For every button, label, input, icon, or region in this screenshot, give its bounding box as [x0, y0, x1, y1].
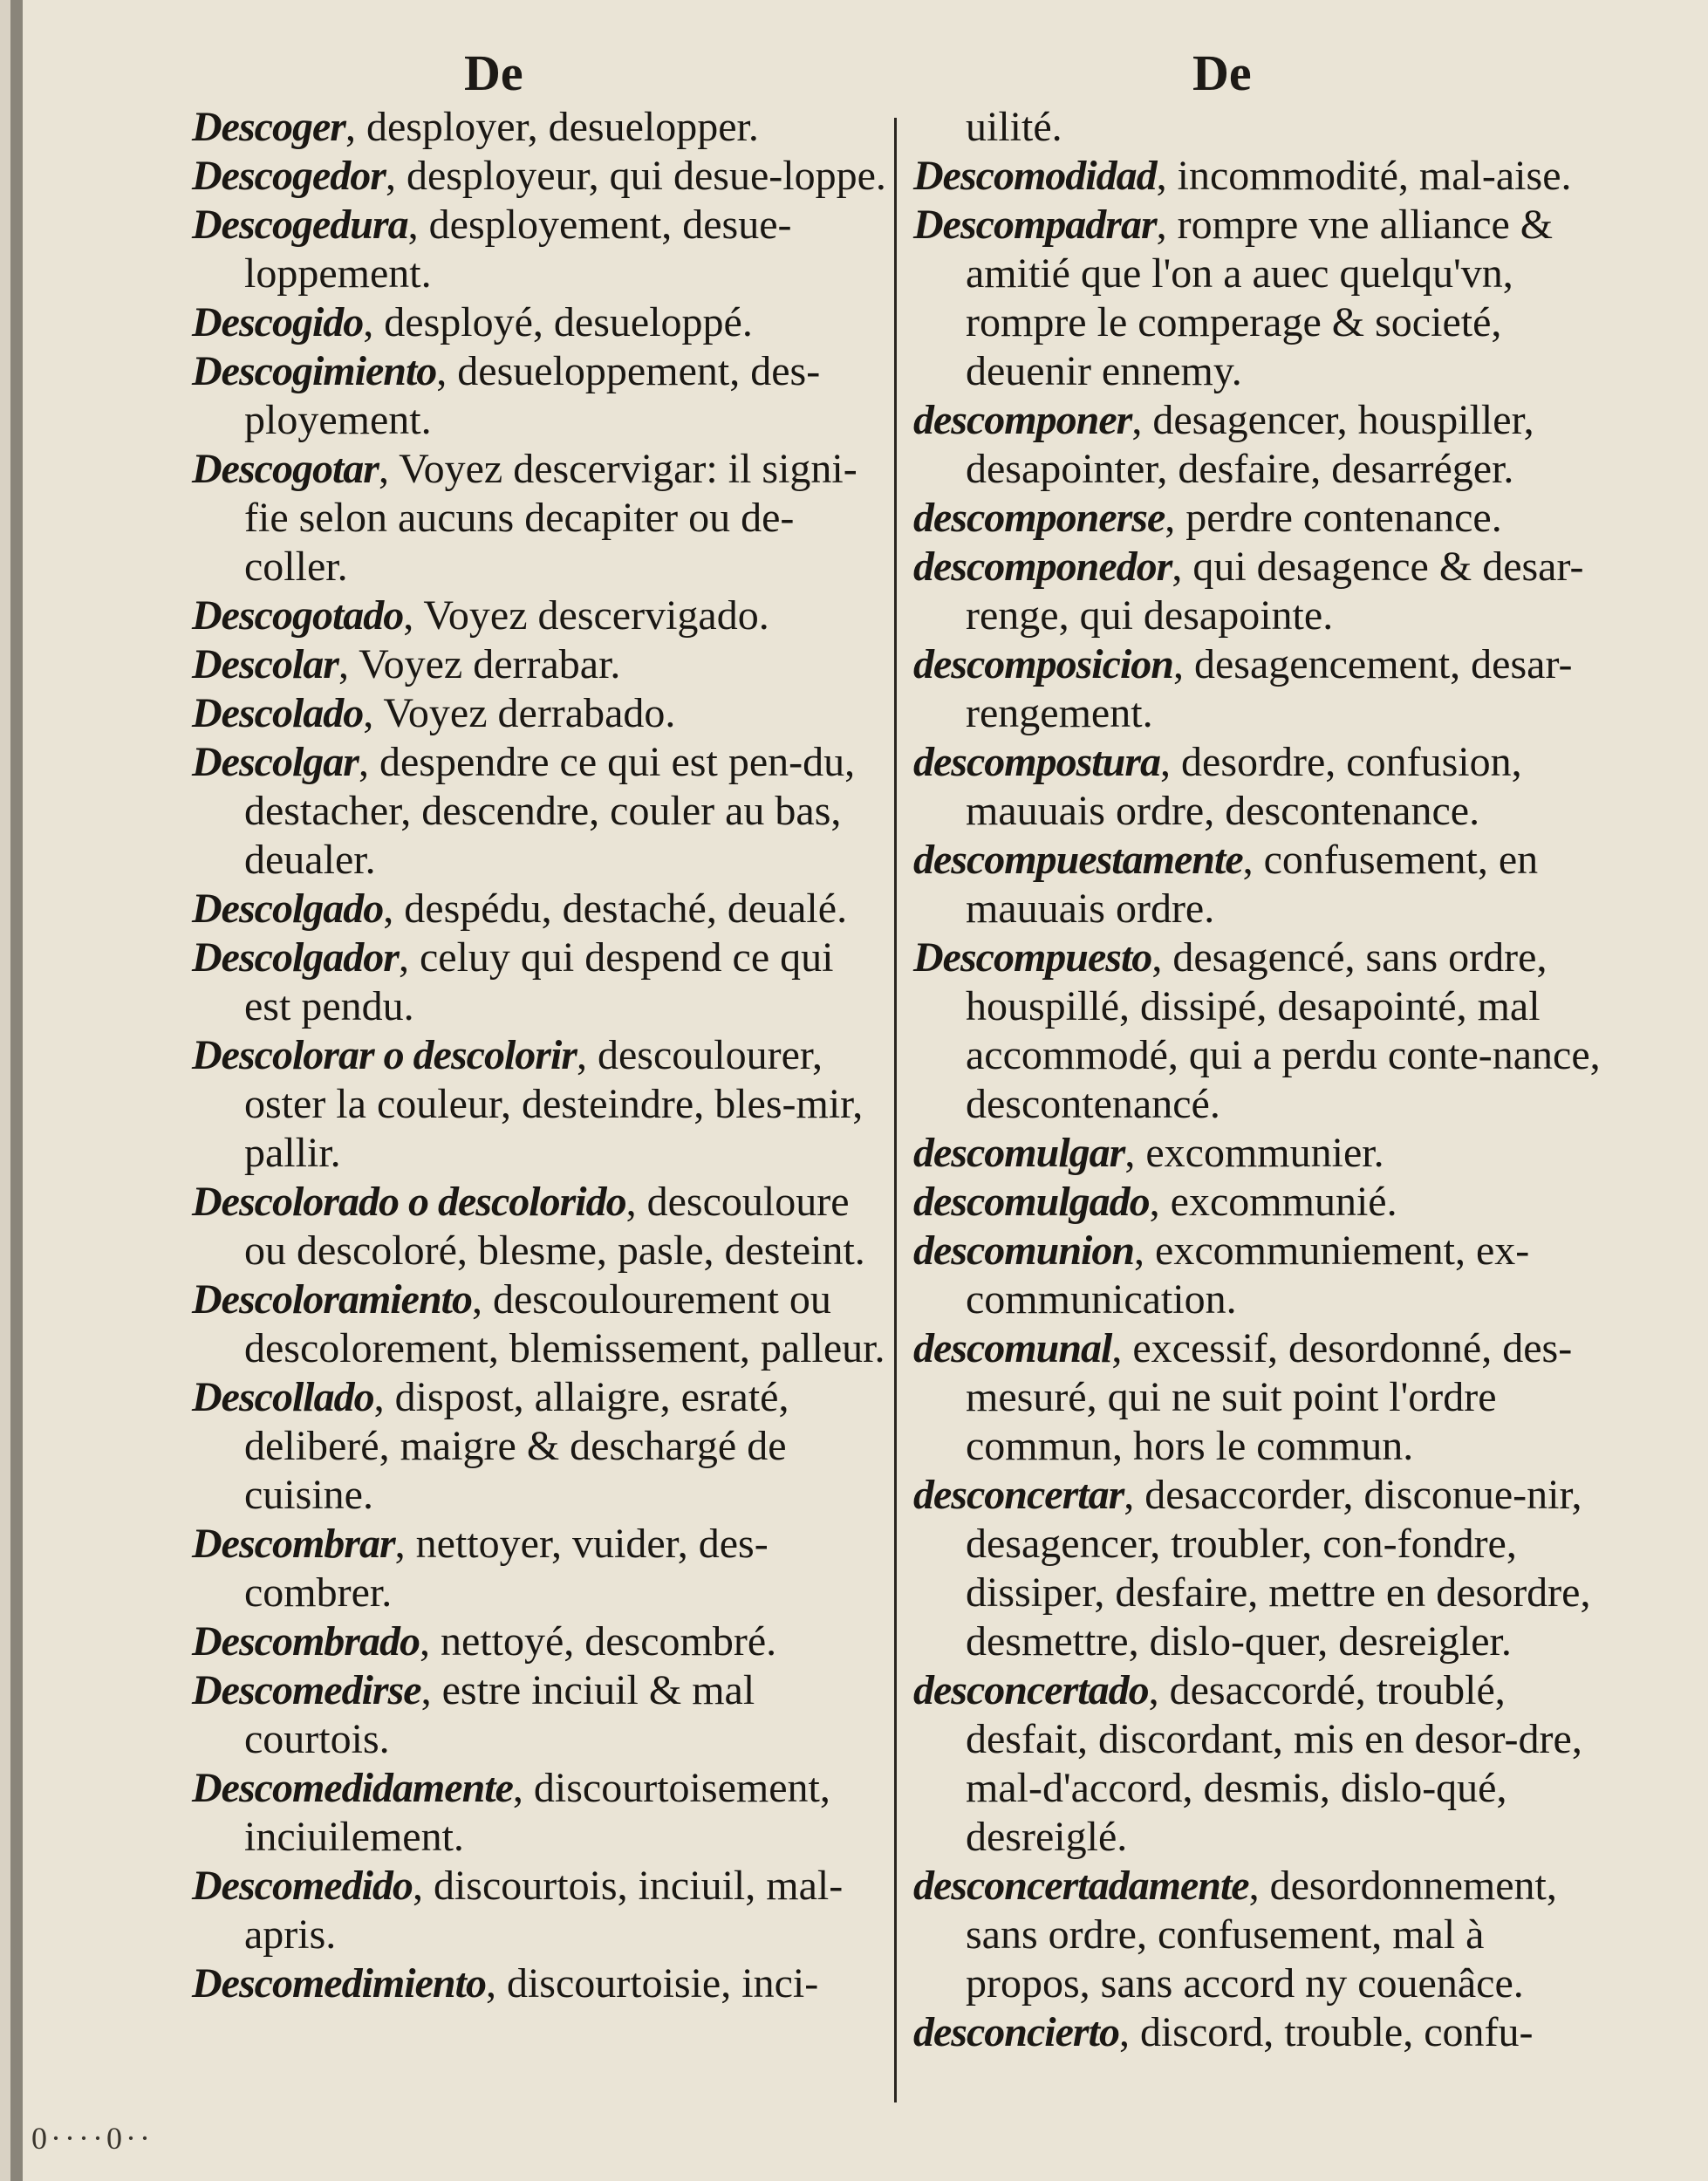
entry-definition: , desployeur, qui desue-loppe. — [385, 153, 886, 199]
entry-headword: descomulgar — [913, 1130, 1125, 1176]
entry-headword: Descollado — [192, 1374, 374, 1420]
entry-definition: , excommunier. — [1124, 1130, 1384, 1176]
dictionary-entry — [192, 347, 890, 445]
entry-headword: Descolgar — [192, 739, 359, 785]
page-footer-ornament: 0····0·· — [31, 2121, 154, 2156]
dictionary-entry — [192, 152, 890, 201]
entry-definition: , descouloure ou descoloré, blesme, pasle, desteint. — [244, 1179, 865, 1274]
entry-headword: Descomedidamente — [192, 1765, 513, 1811]
dictionary-entry — [192, 1031, 890, 1178]
dictionary-entry — [913, 738, 1602, 836]
entry-headword: descompuestamente — [913, 837, 1243, 883]
dictionary-entry — [192, 445, 890, 591]
dictionary-entry — [192, 885, 890, 933]
dictionary-entry — [192, 640, 890, 689]
entry-definition: , descoulourement ou descolorement, blemissement, palleur. — [244, 1276, 885, 1371]
dictionary-entry — [192, 1959, 890, 2008]
entry-definition: , excommuniement, ex-communication. — [966, 1227, 1530, 1323]
dictionary-entry — [913, 2008, 1602, 2057]
entry-definition: , rompre vne alliance & amitié que l'on a auec quelqu'vn, rompre le comperage & societé, deuenir ennemy. — [966, 202, 1554, 394]
entry-headword: descomunion — [913, 1227, 1135, 1274]
entry-definition: , discourtoisement, inciuilement. — [244, 1765, 830, 1860]
dictionary-entry — [192, 201, 890, 298]
page-edge-shadow — [10, 0, 23, 2181]
entry-definition: , Voyez descervigar: il signi-fie selon aucuns decapiter ou de-coller. — [244, 446, 857, 590]
entry-definition: , Voyez derrabar. — [338, 641, 621, 687]
entry-headword: descomponer — [913, 397, 1132, 443]
dictionary-entry — [192, 1178, 890, 1275]
entry-headword: Descolar — [192, 641, 338, 687]
entry-definition: , descoulourer, oster la couleur, desteindre, bles-mir, pallir. — [244, 1032, 864, 1176]
entry-headword: Descomedimiento — [192, 1960, 486, 2007]
dictionary-entry — [192, 1764, 890, 1862]
dictionary-entry — [913, 152, 1602, 201]
dictionary-entry — [192, 738, 890, 885]
entry-headword: Descogido — [192, 299, 364, 345]
entry-headword: Descolorar o descolorir — [192, 1032, 577, 1078]
dictionary-entry — [913, 933, 1602, 1129]
dictionary-entry — [192, 933, 890, 1031]
entry-headword: descomponedor — [913, 544, 1172, 590]
header-right: De — [1192, 44, 1252, 101]
entry-headword: Descoger — [192, 104, 345, 150]
entry-definition: , desueloppement, des-ployement. — [244, 348, 821, 443]
entry-headword: Descomedido — [192, 1863, 413, 1909]
left-column — [192, 103, 890, 2008]
entry-definition: uilité. — [966, 104, 1062, 150]
dictionary-entry — [192, 1520, 890, 1617]
entry-definition: , desordre, confusion, mauuais ordre, descontenance. — [966, 739, 1522, 834]
entry-definition: , discourtois, inciuil, mal-apris. — [244, 1863, 844, 1958]
entry-headword: Descomedirse — [192, 1667, 421, 1713]
entry-definition: , Voyez descervigado. — [403, 592, 769, 639]
entry-headword: Descomodidad — [913, 153, 1157, 199]
entry-definition: , desaccordé, troublé, desfait, discordant, mis en desor-dre, mal-d'accord, desmis, dislo-qué, desreiglé. — [966, 1667, 1582, 1860]
dictionary-entry — [913, 494, 1602, 543]
entry-definition: , perdre contenance. — [1165, 495, 1502, 541]
dictionary-entry — [913, 836, 1602, 933]
entry-definition: , Voyez derrabado. — [363, 690, 676, 736]
dictionary-entry — [192, 1373, 890, 1520]
dictionary-entry — [913, 1862, 1602, 2008]
entry-definition: , confusement, en mauuais ordre. — [966, 837, 1539, 932]
dictionary-page — [10, 0, 1708, 2181]
dictionary-entry — [913, 1227, 1602, 1324]
entry-headword: Descompadrar — [913, 202, 1157, 248]
column-divider — [894, 118, 897, 2102]
right-column — [913, 103, 1602, 2057]
entry-definition: , despendre ce qui est pen-du, destacher, descendre, couler au bas, deualer. — [244, 739, 856, 883]
entry-headword: descomposicion — [913, 641, 1173, 687]
dictionary-entry — [913, 396, 1602, 494]
entry-headword: descomponerse — [913, 495, 1165, 541]
entry-headword: Descombrado — [192, 1618, 420, 1665]
dictionary-entry — [192, 1617, 890, 1666]
entry-headword: Descolorado o descolorido — [192, 1179, 626, 1225]
entry-definition: , discord, trouble, confu- — [1118, 2009, 1534, 2055]
dictionary-entry — [913, 1324, 1602, 1471]
entry-headword: Descogotar — [192, 446, 379, 492]
dictionary-entry — [913, 1178, 1602, 1227]
entry-headword: Descombrar — [192, 1521, 395, 1567]
dictionary-entry — [192, 103, 890, 152]
entry-headword: Descogimiento — [192, 348, 437, 394]
entry-definition: , nettoyer, vuider, des-combrer. — [244, 1521, 769, 1616]
header-left: De — [464, 44, 523, 101]
entry-headword: desconcierto — [913, 2009, 1119, 2055]
entry-definition: , nettoyé, descombré. — [419, 1618, 777, 1665]
dictionary-entry — [913, 103, 1602, 152]
dictionary-entry — [192, 591, 890, 640]
dictionary-entry — [913, 1666, 1602, 1862]
entry-headword: descomulgado — [913, 1179, 1150, 1225]
entry-definition: , qui desagence & desar-renge, qui desapointe. — [966, 544, 1584, 639]
entry-headword: desconcertado — [913, 1667, 1149, 1713]
entry-headword: Descoloramiento — [192, 1276, 472, 1323]
dictionary-entry — [192, 1862, 890, 1959]
entry-definition: , desordonnement, sans ordre, confusement, mal à propos, sans accord ny couenâce. — [966, 1863, 1557, 2007]
entry-headword: Descompuesto — [913, 934, 1152, 981]
dictionary-entry — [192, 1275, 890, 1373]
entry-headword: desconcertar — [913, 1472, 1124, 1518]
entry-headword: Descogedura — [192, 202, 408, 248]
dictionary-entry — [913, 640, 1602, 738]
entry-headword: descomunal — [913, 1325, 1112, 1371]
entry-definition: , discourtoisie, inci- — [485, 1960, 819, 2007]
entry-headword: Descolgado — [192, 885, 384, 932]
entry-definition: , desployé, desueloppé. — [363, 299, 753, 345]
dictionary-entry — [913, 1471, 1602, 1666]
entry-definition: , desployer, desuelopper. — [345, 104, 759, 150]
entry-definition: , excommunié. — [1149, 1179, 1397, 1225]
entry-definition: , desaccorder, disconue-nir, desagencer, troubler, con-fondre, dissiper, desfaire, mettre en desordre, desmettre, dislo-quer, desreigler. — [966, 1472, 1591, 1665]
entry-headword: Descolgador — [192, 934, 399, 981]
entry-definition: , desagencer, houspiller, desapointer, desfaire, desarréger. — [966, 397, 1534, 492]
dictionary-entry — [913, 1129, 1602, 1178]
entry-headword: descompostura — [913, 739, 1161, 785]
entry-definition: , incommodité, mal-aise. — [1156, 153, 1572, 199]
entry-definition: , estre inciuil & mal courtois. — [244, 1667, 755, 1762]
dictionary-entry — [913, 201, 1602, 396]
entry-headword: desconcertadamente — [913, 1863, 1249, 1909]
entry-definition: , desagencé, sans ordre, houspillé, dissipé, desapointé, mal accommodé, qui a perdu conte-nance, descontenancé. — [966, 934, 1601, 1127]
entry-definition: , despédu, destaché, deualé. — [383, 885, 848, 932]
entry-definition: , celuy qui despend ce qui est pendu. — [244, 934, 834, 1029]
entry-definition: , dispost, allaigre, esraté, deliberé, maigre & deschargé de cuisine. — [244, 1374, 789, 1518]
entry-definition: , excessif, desordonné, des-mesuré, qui ne suit point l'ordre commun, hors le commun. — [966, 1325, 1573, 1469]
entry-definition: , desployement, desue-loppement. — [244, 202, 792, 297]
entry-headword: Descogedor — [192, 153, 386, 199]
dictionary-entry — [192, 298, 890, 347]
dictionary-entry — [192, 1666, 890, 1764]
entry-headword: Descolado — [192, 690, 364, 736]
entry-headword: Descogotado — [192, 592, 404, 639]
dictionary-entry — [192, 689, 890, 738]
dictionary-entry — [913, 543, 1602, 640]
entry-definition: , desagencement, desar-rengement. — [966, 641, 1573, 736]
